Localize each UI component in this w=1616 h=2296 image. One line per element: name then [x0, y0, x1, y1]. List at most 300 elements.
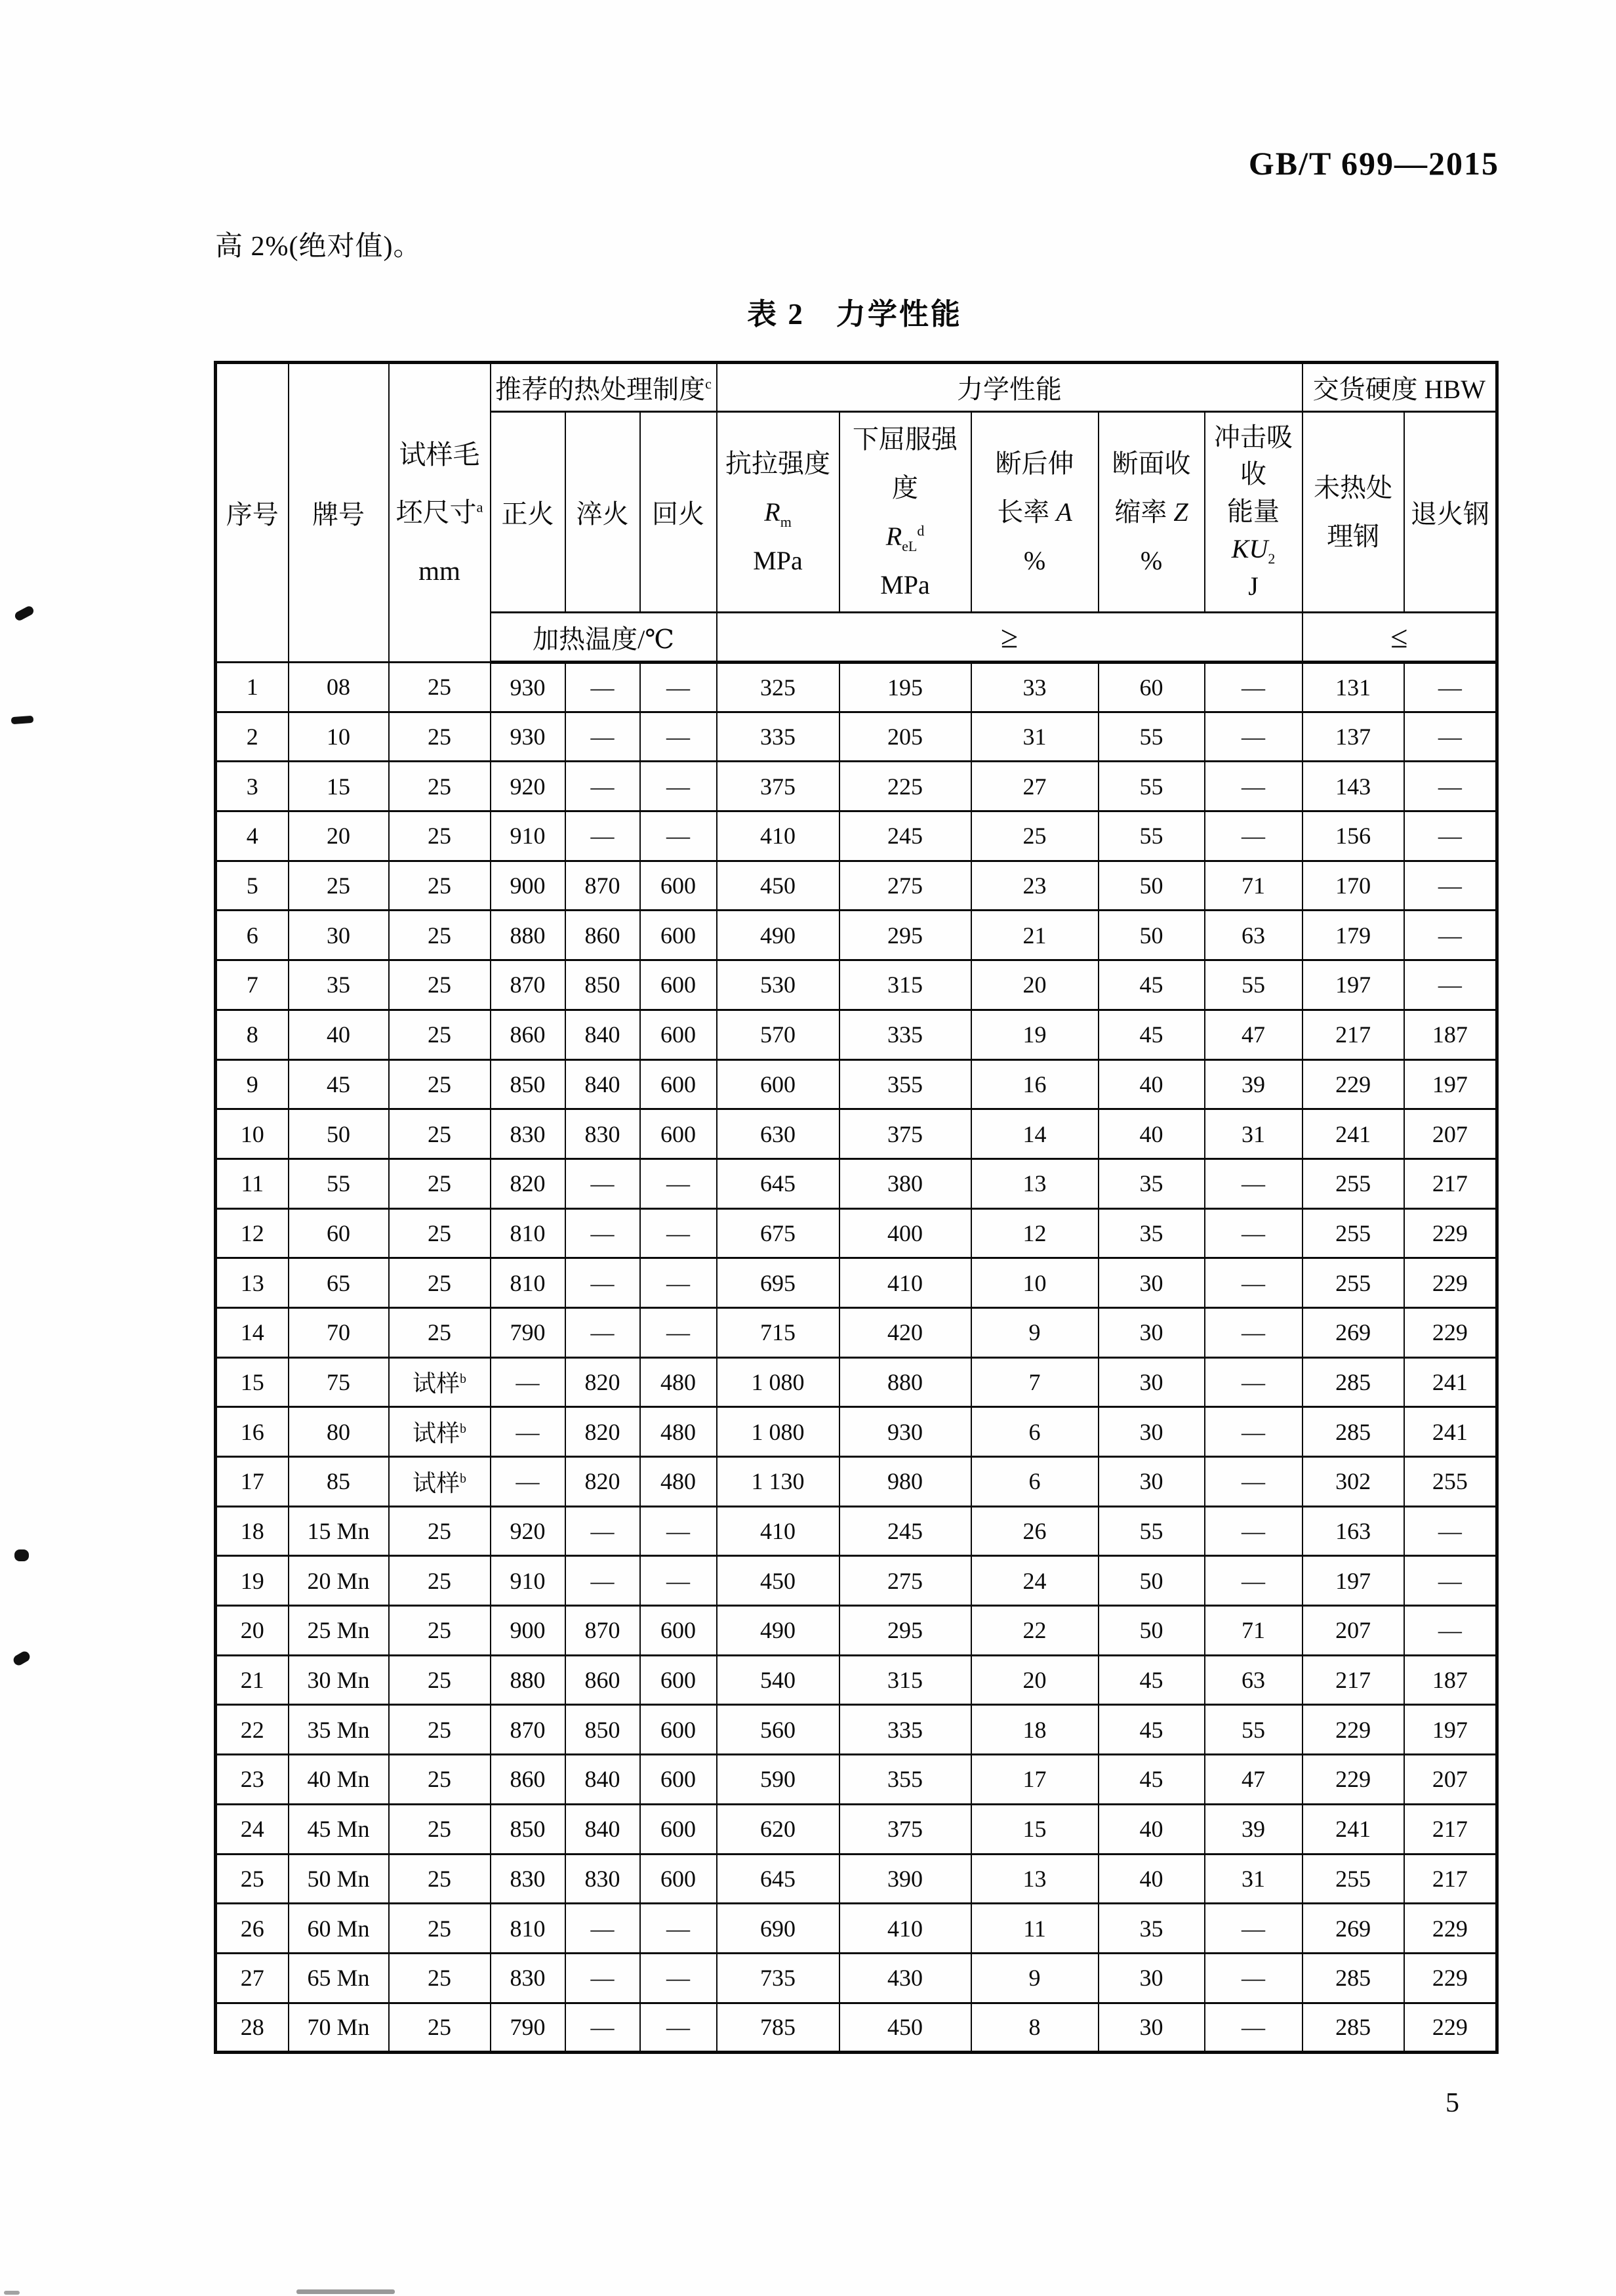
- table-cell: 50: [1099, 861, 1205, 911]
- table-cell: 810: [491, 1208, 565, 1258]
- table-cell: —: [1205, 1506, 1303, 1556]
- table-cell: 910: [491, 1556, 565, 1606]
- table-cell: 420: [839, 1307, 971, 1357]
- table-cell: 8: [216, 1010, 289, 1059]
- table-row: [216, 1357, 1497, 1407]
- table-cell: 1: [216, 663, 289, 712]
- table-cell: 55: [1099, 811, 1205, 861]
- table-cell: 24: [971, 1556, 1099, 1606]
- table-row: [216, 1705, 1497, 1755]
- table-cell: 16: [216, 1407, 289, 1457]
- table-row: [216, 1755, 1497, 1805]
- table-cell: 25: [389, 762, 491, 811]
- table-cell: 19: [216, 1556, 289, 1606]
- table-cell: 245: [839, 1506, 971, 1556]
- header-group-heat-treatment: 推荐的热处理制度$^c$: [491, 363, 717, 412]
- table-cell: 860: [565, 1655, 640, 1705]
- table-cell: 71: [1205, 861, 1303, 911]
- table-cell: 840: [565, 1755, 640, 1805]
- table-cell: 5: [216, 861, 289, 911]
- table-cell: 900: [491, 1606, 565, 1656]
- table-cell: 830: [565, 1854, 640, 1904]
- table-cell: 830: [491, 1953, 565, 2003]
- table-cell: 21: [216, 1655, 289, 1705]
- table-cell: 850: [565, 960, 640, 1010]
- table-cell: 31: [1205, 1854, 1303, 1904]
- table-cell: 25: [389, 2003, 491, 2053]
- table-row: [216, 1457, 1497, 1507]
- table-cell: 315: [839, 1655, 971, 1705]
- table-cell: 25: [289, 861, 389, 911]
- table-cell: 25: [389, 861, 491, 911]
- table-cell: 410: [717, 1506, 839, 1556]
- table-cell: 600: [640, 911, 717, 960]
- table-cell: 63: [1205, 911, 1303, 960]
- table-row: [216, 1258, 1497, 1308]
- mechanical-properties-table: [214, 361, 1499, 2054]
- header-tempering: 回火: [640, 412, 717, 613]
- table-row: [216, 1854, 1497, 1904]
- table-cell: 820: [491, 1158, 565, 1208]
- table-cell: 335: [717, 712, 839, 762]
- table-cell: 28: [216, 2003, 289, 2053]
- table-cell: 20 Mn: [289, 1556, 389, 1606]
- header-grade: 牌号: [289, 363, 389, 663]
- table-cell: 50: [1099, 911, 1205, 960]
- table-title: 表 2 力学性能: [747, 298, 962, 331]
- table-cell: 7: [971, 1357, 1099, 1407]
- table-cell: —: [640, 1953, 717, 2003]
- table-cell: 9: [216, 1059, 289, 1109]
- table-cell: —: [565, 1158, 640, 1208]
- table-cell: —: [640, 2003, 717, 2053]
- table-cell: 35: [289, 960, 389, 1010]
- table-cell: 1 130: [717, 1457, 839, 1507]
- table-cell: 45: [289, 1059, 389, 1109]
- table-cell: 285: [1303, 1407, 1404, 1457]
- scan-artifact: [296, 2289, 395, 2294]
- table-cell: 355: [839, 1755, 971, 1805]
- table-cell: 197: [1303, 1556, 1404, 1606]
- table-row: [216, 762, 1497, 811]
- table-cell: —: [1404, 663, 1497, 712]
- table-cell: —: [640, 1556, 717, 1606]
- table-cell: 335: [839, 1010, 971, 1059]
- table-cell: 430: [839, 1953, 971, 2003]
- table-cell: 27: [971, 762, 1099, 811]
- scan-artifact: [14, 1549, 29, 1561]
- table-cell: 229: [1404, 1208, 1497, 1258]
- table-row: [216, 1407, 1497, 1457]
- table-cell: 880: [491, 1655, 565, 1705]
- table-cell: —: [565, 1556, 640, 1606]
- table-cell: —: [1404, 1506, 1497, 1556]
- table-cell: 16: [971, 1059, 1099, 1109]
- table-cell: 25: [389, 1158, 491, 1208]
- table-cell: 570: [717, 1010, 839, 1059]
- table-cell: 156: [1303, 811, 1404, 861]
- table-cell: 269: [1303, 1904, 1404, 1954]
- table-row: [216, 2003, 1497, 2053]
- table-cell: 55: [1205, 1705, 1303, 1755]
- table-cell: 920: [491, 762, 565, 811]
- table-row: [216, 1109, 1497, 1159]
- table-cell: 690: [717, 1904, 839, 1954]
- subheader-max-symbol: ≤: [1303, 613, 1497, 663]
- table-row: [216, 861, 1497, 911]
- table-cell: 275: [839, 861, 971, 911]
- table-cell: —: [565, 1953, 640, 2003]
- table-row: [216, 1506, 1497, 1556]
- table-cell: 390: [839, 1854, 971, 1904]
- table-cell: 790: [491, 2003, 565, 2053]
- table-cell: 490: [717, 911, 839, 960]
- table-cell: 15: [289, 762, 389, 811]
- table-cell: 14: [971, 1109, 1099, 1159]
- table-cell: 30 Mn: [289, 1655, 389, 1705]
- table-cell: 26: [971, 1506, 1099, 1556]
- table-cell: 71: [1205, 1606, 1303, 1656]
- table-cell: —: [1205, 2003, 1303, 2053]
- table-cell: 25: [389, 1208, 491, 1258]
- table-cell: 33: [971, 663, 1099, 712]
- table-cell: 45: [1099, 960, 1205, 1010]
- table-cell: 170: [1303, 861, 1404, 911]
- table-cell: 820: [565, 1357, 640, 1407]
- table-cell: 25: [389, 1655, 491, 1705]
- table-cell: 197: [1404, 1705, 1497, 1755]
- table-cell: 830: [491, 1854, 565, 1904]
- table-cell: 600: [640, 1755, 717, 1805]
- table-cell: 241: [1303, 1804, 1404, 1854]
- table-cell: 22: [216, 1705, 289, 1755]
- table-cell: 255: [1303, 1208, 1404, 1258]
- table-cell: 910: [491, 811, 565, 861]
- table-cell: 45: [1099, 1705, 1205, 1755]
- table-cell: 870: [491, 960, 565, 1010]
- table-cell: 229: [1404, 2003, 1497, 2053]
- table-cell: 24: [216, 1804, 289, 1854]
- header-specimen-size: 试样毛 坯尺寸$^a$ mm: [389, 363, 491, 663]
- table-cell: 285: [1303, 2003, 1404, 2053]
- table-cell: 600: [640, 960, 717, 1010]
- table-cell: —: [1404, 960, 1497, 1010]
- table-cell: 645: [717, 1854, 839, 1904]
- table-cell: 255: [1303, 1158, 1404, 1208]
- table-cell: 14: [216, 1307, 289, 1357]
- table-row: [216, 1059, 1497, 1109]
- table-cell: 400: [839, 1208, 971, 1258]
- table-cell: —: [1205, 663, 1303, 712]
- header-serial: 序号: [216, 363, 289, 663]
- table-cell: 30: [1099, 1407, 1205, 1457]
- table-cell: 790: [491, 1307, 565, 1357]
- table-cell: 45 Mn: [289, 1804, 389, 1854]
- table-cell: 12: [971, 1208, 1099, 1258]
- table-cell: 850: [491, 1804, 565, 1854]
- table-cell: 30: [1099, 1307, 1205, 1357]
- table-cell: 25: [389, 1705, 491, 1755]
- table-cell: 285: [1303, 1953, 1404, 2003]
- header-yield-strength: 下屈服强度 $R_{eL}^d$ MPa: [839, 412, 971, 613]
- page-number: 5: [1445, 2088, 1459, 2118]
- table-cell: 241: [1404, 1357, 1497, 1407]
- table-cell: 187: [1404, 1655, 1497, 1705]
- table-cell: 65: [289, 1258, 389, 1308]
- table-cell: 179: [1303, 911, 1404, 960]
- table-cell: —: [565, 1258, 640, 1308]
- table-cell: 187: [1404, 1010, 1497, 1059]
- table-cell: 15 Mn: [289, 1506, 389, 1556]
- table-cell: 269: [1303, 1307, 1404, 1357]
- table-cell: —: [1205, 1357, 1303, 1407]
- table-cell: 4: [216, 811, 289, 861]
- table-cell: 47: [1205, 1755, 1303, 1805]
- table-cell: 35 Mn: [289, 1705, 389, 1755]
- table-cell: 20: [289, 811, 389, 861]
- table-cell: 7: [216, 960, 289, 1010]
- table-cell: 870: [491, 1705, 565, 1755]
- table-cell: 620: [717, 1804, 839, 1854]
- table-cell: 645: [717, 1158, 839, 1208]
- table-cell: 25: [389, 1506, 491, 1556]
- header-row-groups: [216, 363, 1497, 412]
- table-cell: 860: [565, 911, 640, 960]
- table-cell: 197: [1404, 1059, 1497, 1109]
- table-cell: 25: [389, 1307, 491, 1357]
- table-cell: —: [1205, 1556, 1303, 1606]
- table-cell: 810: [491, 1258, 565, 1308]
- table-row: [216, 1208, 1497, 1258]
- table-cell: 27: [216, 1953, 289, 2003]
- table-cell: 70: [289, 1307, 389, 1357]
- table-cell: —: [1205, 1407, 1303, 1457]
- table-cell: 65 Mn: [289, 1953, 389, 2003]
- table-cell: 217: [1404, 1854, 1497, 1904]
- table-cell: —: [1205, 1208, 1303, 1258]
- table-cell: 55: [1099, 762, 1205, 811]
- table-cell: —: [640, 1307, 717, 1357]
- table-cell: 试样$^b$: [389, 1407, 491, 1457]
- table-cell: 870: [565, 1606, 640, 1656]
- table-row: [216, 1904, 1497, 1954]
- table-cell: 920: [491, 1506, 565, 1556]
- table-cell: 870: [565, 861, 640, 911]
- table-cell: 675: [717, 1208, 839, 1258]
- table-cell: 840: [565, 1010, 640, 1059]
- table-cell: 30: [1099, 2003, 1205, 2053]
- table-cell: 480: [640, 1457, 717, 1507]
- table-cell: 9: [971, 1953, 1099, 2003]
- table-cell: 930: [839, 1407, 971, 1457]
- table-cell: —: [1205, 762, 1303, 811]
- table-cell: 30: [1099, 1457, 1205, 1507]
- table-cell: 6: [971, 1407, 1099, 1457]
- table-cell: —: [565, 663, 640, 712]
- table-cell: 30: [289, 911, 389, 960]
- table-cell: 241: [1303, 1109, 1404, 1159]
- header-tensile-strength: 抗拉强度 $R_m$ MPa: [717, 412, 839, 613]
- table-cell: 25: [216, 1854, 289, 1904]
- table-cell: —: [1404, 861, 1497, 911]
- table-cell: 450: [717, 1556, 839, 1606]
- table-cell: 31: [971, 712, 1099, 762]
- table-cell: —: [565, 1904, 640, 1954]
- table-cell: 25: [389, 1606, 491, 1656]
- table-cell: 410: [839, 1904, 971, 1954]
- table-cell: 840: [565, 1059, 640, 1109]
- table-cell: —: [640, 663, 717, 712]
- table-cell: 60: [1099, 663, 1205, 712]
- table-cell: 217: [1303, 1010, 1404, 1059]
- table-cell: —: [1205, 1953, 1303, 2003]
- table-cell: 35: [1099, 1208, 1205, 1258]
- table-cell: 980: [839, 1457, 971, 1507]
- table-row: [216, 1010, 1497, 1059]
- table-row: [216, 1953, 1497, 2003]
- table-body: [216, 663, 1497, 2053]
- table-cell: 2: [216, 712, 289, 762]
- table-cell: 335: [839, 1705, 971, 1755]
- table-cell: 930: [491, 712, 565, 762]
- table-cell: 275: [839, 1556, 971, 1606]
- table-cell: 375: [839, 1109, 971, 1159]
- table-cell: 197: [1303, 960, 1404, 1010]
- header-quenching: 淬火: [565, 412, 640, 613]
- table-cell: 15: [216, 1357, 289, 1407]
- table-cell: —: [640, 1158, 717, 1208]
- table-cell: 9: [971, 1307, 1099, 1357]
- table-cell: 229: [1404, 1904, 1497, 1954]
- table-cell: —: [1205, 712, 1303, 762]
- table-cell: 55: [1099, 712, 1205, 762]
- table-cell: 860: [491, 1755, 565, 1805]
- table-cell: 695: [717, 1258, 839, 1308]
- table-cell: 60 Mn: [289, 1904, 389, 1954]
- table-cell: 47: [1205, 1010, 1303, 1059]
- table-cell: 840: [565, 1804, 640, 1854]
- table-cell: 15: [971, 1804, 1099, 1854]
- table-cell: —: [640, 762, 717, 811]
- table-cell: 75: [289, 1357, 389, 1407]
- table-cell: 540: [717, 1655, 839, 1705]
- table-cell: 23: [971, 861, 1099, 911]
- table-cell: 375: [717, 762, 839, 811]
- table-cell: 600: [640, 1655, 717, 1705]
- subheader-heating-temperature: 加热温度/℃: [491, 613, 717, 663]
- table-cell: 860: [491, 1010, 565, 1059]
- table-cell: 3: [216, 762, 289, 811]
- table-cell: 13: [971, 1158, 1099, 1208]
- table-cell: 131: [1303, 663, 1404, 712]
- table-cell: 715: [717, 1307, 839, 1357]
- table-cell: 480: [640, 1407, 717, 1457]
- table-cell: 08: [289, 663, 389, 712]
- table-cell: 85: [289, 1457, 389, 1507]
- table-row: [216, 712, 1497, 762]
- table-cell: 600: [717, 1059, 839, 1109]
- table-cell: 255: [1303, 1258, 1404, 1308]
- table-cell: 40: [1099, 1059, 1205, 1109]
- table-cell: 205: [839, 712, 971, 762]
- table-cell: 25: [971, 811, 1099, 861]
- table-cell: 25: [389, 1804, 491, 1854]
- table-cell: 25: [389, 1904, 491, 1954]
- table-cell: 217: [1303, 1655, 1404, 1705]
- table-cell: 35: [1099, 1904, 1205, 1954]
- table-cell: 31: [1205, 1109, 1303, 1159]
- table-cell: 229: [1303, 1705, 1404, 1755]
- table-cell: 30: [1099, 1953, 1205, 2003]
- table-cell: 207: [1404, 1109, 1497, 1159]
- table-cell: —: [565, 1208, 640, 1258]
- table-cell: 785: [717, 2003, 839, 2053]
- table-cell: 850: [491, 1059, 565, 1109]
- table-cell: —: [640, 1208, 717, 1258]
- table-cell: 217: [1404, 1158, 1497, 1208]
- table-row: [216, 1158, 1497, 1208]
- table-cell: 229: [1404, 1258, 1497, 1308]
- table-cell: 830: [491, 1109, 565, 1159]
- table-cell: 试样$^b$: [389, 1357, 491, 1407]
- table-cell: 560: [717, 1705, 839, 1755]
- table-cell: 375: [839, 1804, 971, 1854]
- table-cell: —: [1404, 1606, 1497, 1656]
- table-cell: 735: [717, 1953, 839, 2003]
- table-cell: 20: [216, 1606, 289, 1656]
- table-cell: 245: [839, 811, 971, 861]
- table-cell: —: [1404, 762, 1497, 811]
- table-cell: —: [565, 811, 640, 861]
- table-cell: 1 080: [717, 1357, 839, 1407]
- table-row: [216, 811, 1497, 861]
- table-cell: 25 Mn: [289, 1606, 389, 1656]
- header-annealed-steel: 退火钢: [1404, 412, 1497, 613]
- table-cell: 450: [717, 861, 839, 911]
- table-cell: —: [565, 1307, 640, 1357]
- table-cell: 11: [971, 1904, 1099, 1954]
- table-cell: 40 Mn: [289, 1755, 389, 1805]
- table-cell: 63: [1205, 1655, 1303, 1705]
- scan-artifact: [13, 605, 35, 622]
- table-cell: 255: [1303, 1854, 1404, 1904]
- table-cell: 45: [1099, 1755, 1205, 1805]
- table-cell: 55: [1099, 1506, 1205, 1556]
- table-cell: 285: [1303, 1357, 1404, 1407]
- header-normalizing: 正火: [491, 412, 565, 613]
- table-cell: 380: [839, 1158, 971, 1208]
- table-cell: 35: [1099, 1158, 1205, 1208]
- table-cell: 137: [1303, 712, 1404, 762]
- table-cell: 23: [216, 1755, 289, 1805]
- table-cell: 40: [289, 1010, 389, 1059]
- table-cell: —: [491, 1407, 565, 1457]
- table-cell: 600: [640, 1705, 717, 1755]
- table-cell: 229: [1303, 1755, 1404, 1805]
- table-cell: 820: [565, 1457, 640, 1507]
- intro-text: 高 2%(绝对值)。: [215, 232, 422, 262]
- table-cell: 207: [1404, 1755, 1497, 1805]
- table-cell: —: [640, 1506, 717, 1556]
- table-cell: 45: [1099, 1010, 1205, 1059]
- table-cell: 25: [389, 712, 491, 762]
- table-cell: 25: [389, 1953, 491, 2003]
- table-cell: 6: [971, 1457, 1099, 1507]
- table-cell: 50: [1099, 1606, 1205, 1656]
- scan-artifact: [4, 2291, 20, 2295]
- header-elongation: 断后伸 长率 A %: [971, 412, 1099, 613]
- table-cell: 295: [839, 1606, 971, 1656]
